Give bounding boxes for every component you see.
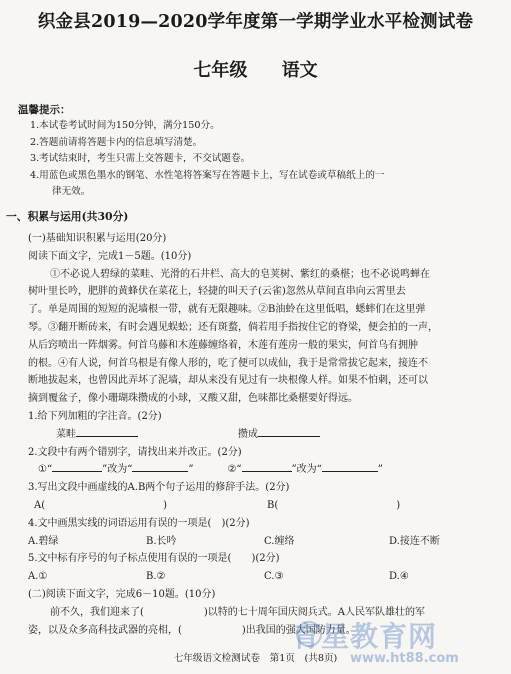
page-footer: 七年级语文检测试卷 第1页 (共8页) [173,653,338,664]
q2-text: ”改为“ [291,464,322,476]
question-4: 4.文中画黑实线的词语运用有误的一项是( )(2分) [28,517,250,529]
section-heading: 一、积累与运用(共30分) [6,210,129,223]
option-c[interactable]: C.缠络 [264,535,295,547]
passage-line: 摘到覆盆子，像小珊瑚珠攒成的小球，又酸又甜，色味都比桑椹要好得远。 [28,393,358,405]
q1-answers [28,426,498,444]
option-b[interactable]: B.② [146,571,166,583]
passage-line: 树叶里长吟，肥胖的黄蜂伏在菜花上，轻捷的叫天子(云雀)忽然从草间直串向云霄里去 [28,286,406,298]
q3-text: B( [267,499,279,511]
question-3: 3.写出文段中画虚线的A.B两个句子运用的修辞手法。(2分) [28,482,290,494]
option-d[interactable]: D.接连不断 [389,535,440,547]
tip-item: 律无效。 [52,186,91,197]
q3-answers [28,497,498,515]
part-intro: 阅读下面文字，完成1－5题。(10分) [28,250,192,262]
option-a[interactable]: A.碧绿 [28,535,59,547]
answer-blank[interactable] [258,426,320,437]
tip-item: 4.用蓝色或黑色墨水的钢笔、水性笔将答案写在答题卡上，写在试卷或草稿纸上的一 [30,169,385,181]
passage-line: 断地拔起来，也曾因此弄坏了泥墙，却从来没有见过有一块根像人样。如果不怕刺，还可以 [28,375,428,387]
option-b[interactable]: B.长吟 [146,535,177,547]
tips-list [30,118,480,201]
passage-line: 的根。④有人说，何首乌根是有像人形的，吃了便可以成仙，我于是常常拔它起来，接连不 [28,357,428,369]
answer-blank[interactable] [322,461,378,472]
q1-term: 攒成 [238,428,258,440]
answer-space[interactable] [278,497,396,515]
watermark-url: www.ht88.com [350,651,459,666]
passage-line: 前不久，我们迎来了( )以特的七十周年国庆阅兵式。A人民军队雄壮的军 [50,606,426,618]
question-2: 2.文段中有两个错别字，请找出来并改正。(2分) [28,446,242,458]
option-d[interactable]: D.④ [389,571,409,583]
section-body [28,230,498,639]
answer-blank[interactable] [52,461,102,472]
q3-text: A( [34,499,46,511]
answer-blank[interactable] [76,426,138,437]
q2-text: ②“ [227,464,242,476]
option-a[interactable]: A.① [28,571,48,583]
q2-text: ”改为“ [102,464,133,476]
passage-line: 了。单是周围的短短的泥墙根一带，就有无限趣味。②B油蛉在这里低唱，蟋蟀们在这里弹 [28,304,426,316]
q2-text: ①“ [38,464,53,476]
q2-text: ” [377,464,383,476]
tip-item: 2.答题前请将答题卡内的信息填写清楚。 [30,136,203,148]
answer-space[interactable] [45,497,163,515]
passage-line: 从后窍喷出一阵烟雾。何首乌藤和木莲藤缠络着，木莲有莲房一般的果实，何首乌有拥肿 [28,339,418,351]
question-5: 5.文中标有序号的句子标点使用有误的一项是( )(2分) [28,553,280,565]
q3-text: ) [163,499,168,511]
tips-heading: 温馨提示： [18,104,71,116]
q5-options [28,568,498,586]
q2-answers [28,461,498,479]
q2-text: ” [188,464,194,476]
part-heading: (二)阅读下面文字，完成6－10题。(10分) [28,588,216,600]
passage-line: ①不必说人碧绿的菜畦、光滑的石井栏、高大的皂荚树、紫红的桑椹；也不必说鸣蝉在 [50,268,430,280]
q4-options [28,533,498,551]
answer-blank[interactable] [132,461,188,472]
answer-blank[interactable] [242,461,292,472]
option-c[interactable]: C.③ [264,571,284,583]
watermark-brand: 育星教育网 [292,620,438,653]
exam-title: 织金县2019—2020学年度第一学期学业水平检测试卷 [37,12,474,32]
question-1: 1.给下列加粗的字注音。(2分) [28,410,162,422]
tip-item: 3.考试结束时，考生只需上交答题卡，不交试题卷。 [30,153,251,164]
q3-text: ) [396,499,401,511]
tip-item: 1.本试卷考试时间为150分钟，满分150分。 [30,120,220,131]
passage-line: 姿，以及众多高科技武器的亮相，( )出我国的强大国防力量。 [28,624,356,636]
passage-line: 琴。③翻开断砖来，有时会遇见蜈蚣；还有斑蝥，倘若用手指按住它的脊梁，便会拍的一声， [28,321,438,333]
exam-subtitle: 七年级 语文 [193,60,318,81]
q1-term: 菜畦 [56,428,76,440]
part-heading: (一)基础知识积累与运用(20分) [28,233,167,244]
